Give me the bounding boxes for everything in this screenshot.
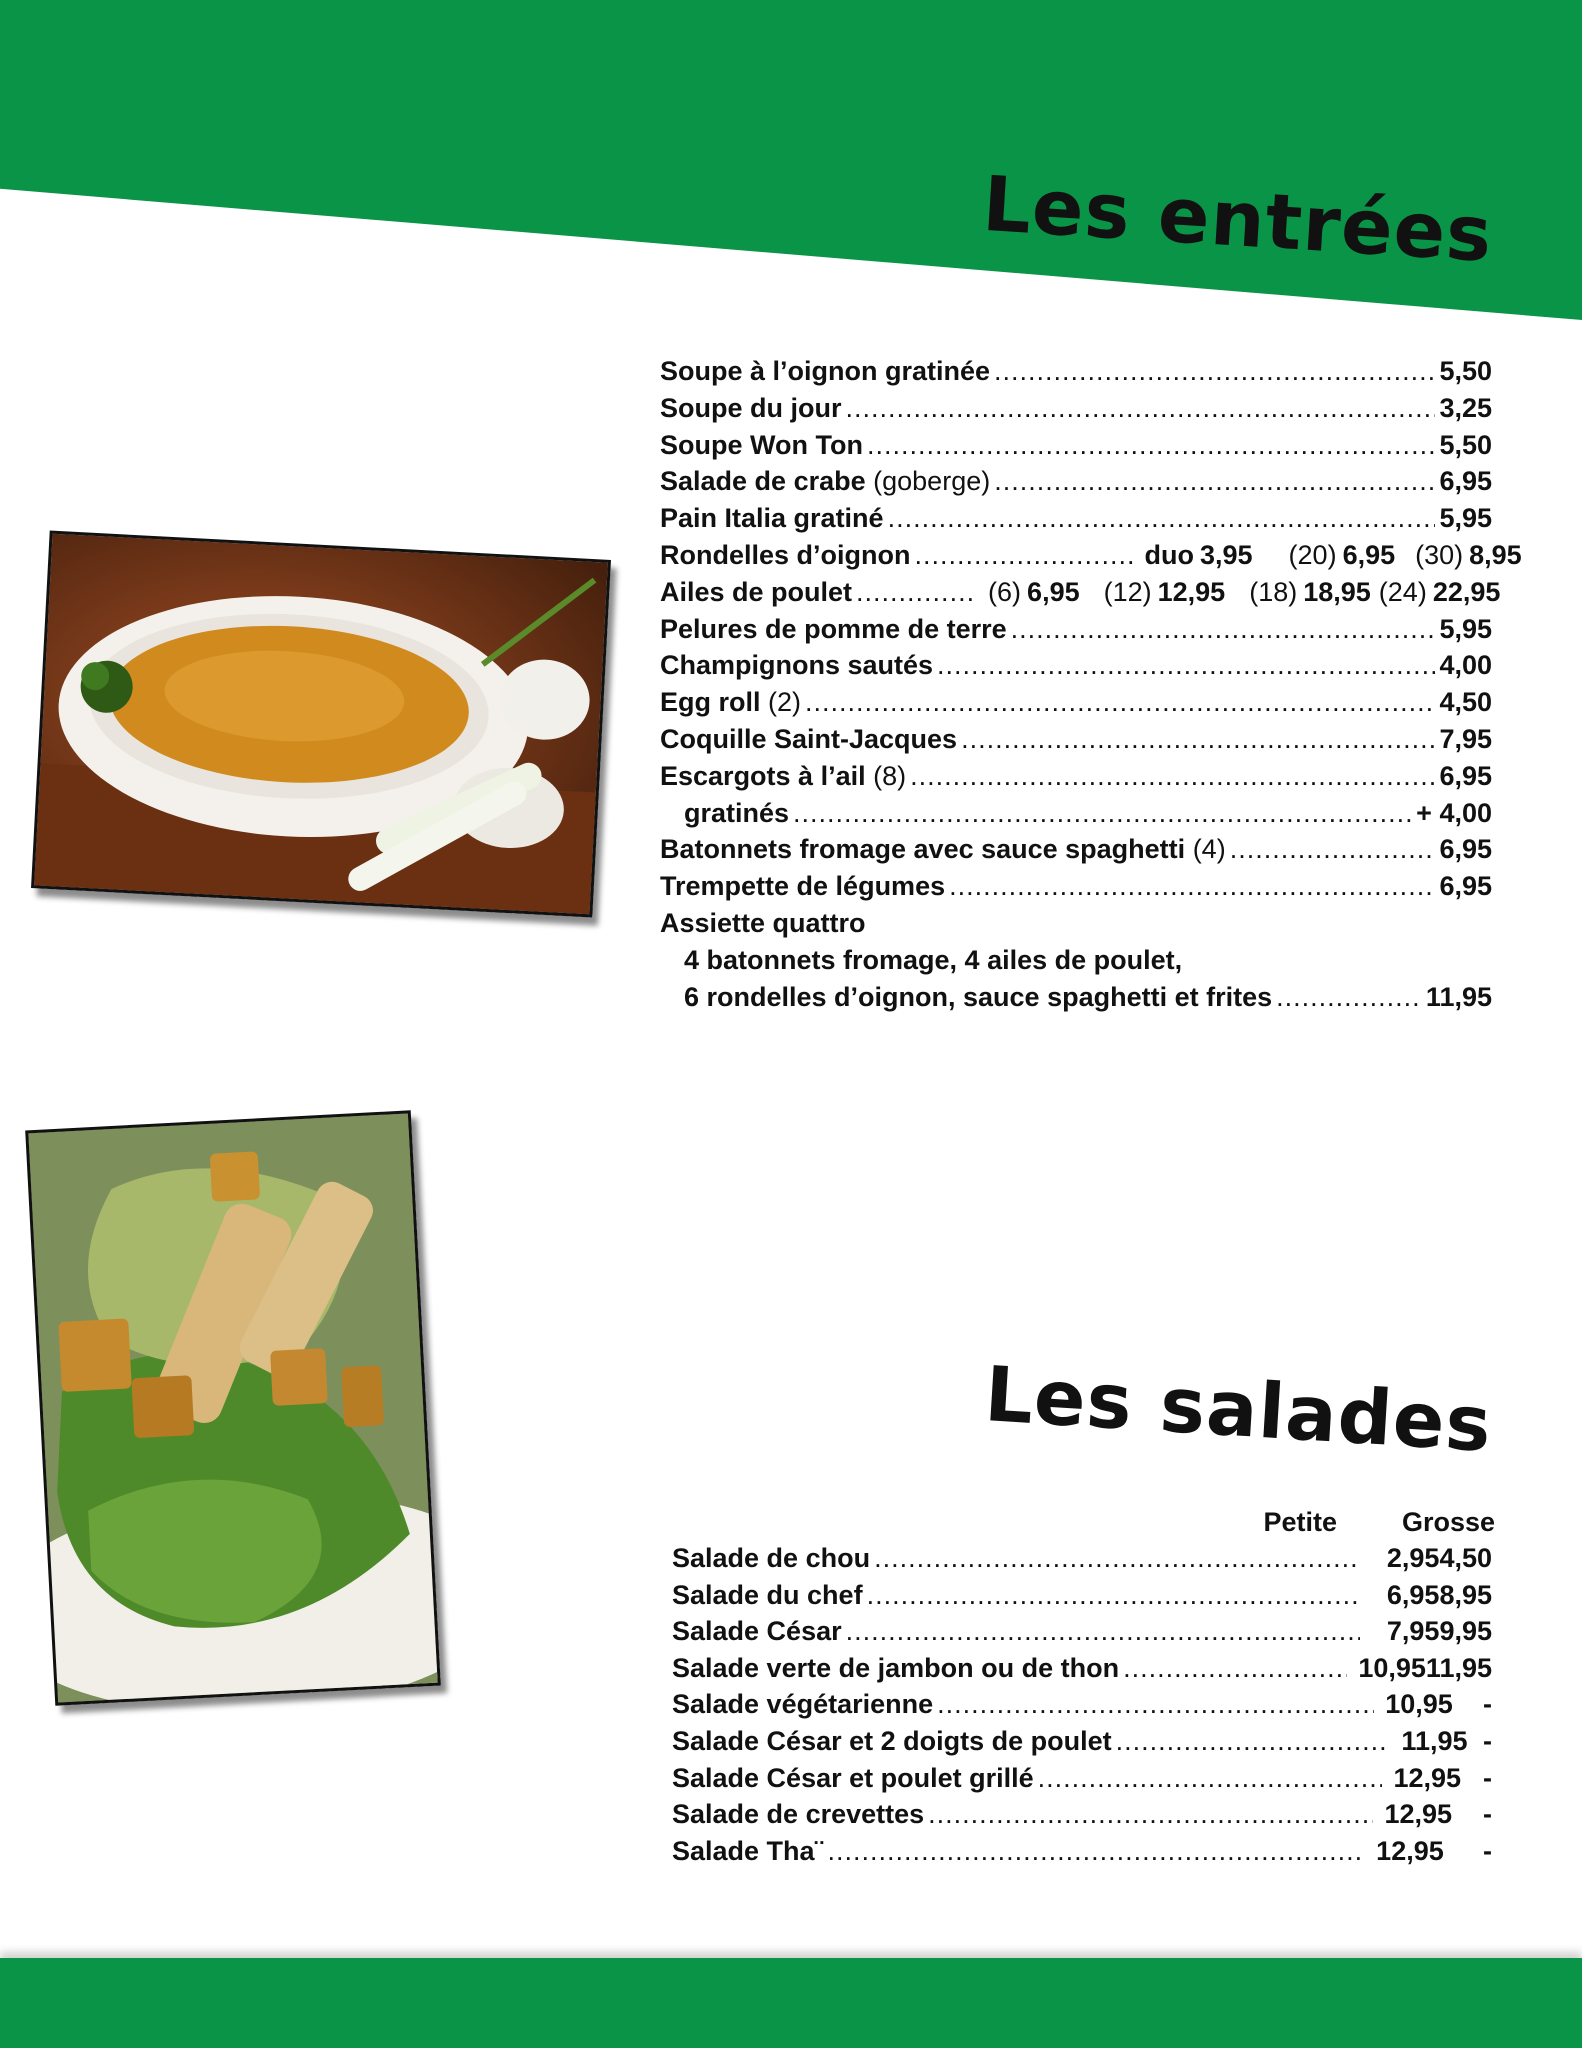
menu-item-rondelles — [660, 539, 1522, 577]
leader-dots — [793, 798, 1412, 829]
item-name-text: Escargots à l’ail — [660, 760, 866, 791]
bottom-green-band — [0, 1958, 1582, 2048]
price-grosse: - — [1483, 1799, 1492, 1830]
salad-row — [672, 1726, 1492, 1763]
column-header-grosse: Grosse — [1402, 1507, 1496, 1537]
qty-price: 12,95 — [1157, 576, 1226, 607]
item-name: Salade végétarienne — [672, 1689, 934, 1720]
item-note: (4) — [1192, 834, 1226, 865]
duo-label: duo — [1144, 539, 1194, 570]
menu-item — [660, 614, 1492, 651]
qty-label: (18) — [1249, 576, 1298, 607]
qty-price: 22,95 — [1432, 576, 1501, 607]
leader-dots — [928, 1799, 1373, 1830]
menu-item — [660, 503, 1492, 540]
item-name: Salade César et 2 doigts de poulet — [672, 1725, 1112, 1756]
price-petite: 10,95 — [1385, 1689, 1453, 1720]
leader-dots — [856, 577, 974, 608]
qty-label: (30) — [1415, 539, 1464, 570]
item-name: Salade du chef — [672, 1579, 863, 1610]
quattro-description — [660, 945, 1492, 982]
leader-dots — [1123, 1653, 1347, 1684]
quattro-description — [660, 982, 1492, 1019]
rondelles-prices — [1139, 540, 1522, 571]
price-petite: 2,95 — [1386, 1543, 1440, 1573]
price-grosse: 8,95 — [1439, 1579, 1492, 1610]
menu-item — [660, 834, 1492, 871]
item-name: Pain Italia gratiné — [660, 503, 884, 534]
item-note: (2) — [768, 687, 802, 718]
item-name: Coquille Saint-Jacques — [660, 723, 958, 754]
item-name: Ailes de poulet — [660, 576, 853, 607]
leader-dots — [994, 466, 1435, 497]
leader-dots — [937, 650, 1435, 681]
qty-price: 6,95 — [1342, 539, 1396, 570]
soup-illustration — [34, 534, 608, 915]
price-petite: 11,95 — [1401, 1725, 1468, 1756]
leader-dots — [961, 724, 1435, 755]
item-name — [660, 466, 990, 497]
item-price: 6,95 — [1439, 466, 1492, 497]
leader-dots — [1038, 1763, 1382, 1794]
price-petite: 7,95 — [1386, 1616, 1440, 1647]
item-price: 3,25 — [1439, 392, 1492, 423]
salad-row — [672, 1799, 1492, 1836]
price-grosse: 4,50 — [1439, 1543, 1492, 1573]
item-name — [660, 687, 801, 718]
item-name — [660, 761, 906, 792]
salad-row — [672, 1580, 1492, 1617]
soup-photo — [31, 531, 611, 918]
item-name: Salade César et poulet grillé — [672, 1762, 1034, 1793]
item-name: Salade Tha¨ — [672, 1835, 824, 1866]
item-price: 7,95 — [1439, 723, 1492, 754]
menu-item-quattro — [660, 908, 1492, 945]
menu-item — [660, 724, 1492, 761]
menu-item — [660, 356, 1492, 393]
leader-dots — [805, 687, 1435, 718]
salad-row — [672, 1836, 1492, 1873]
price-grosse: - — [1483, 1835, 1492, 1866]
price-petite: 12,95 — [1384, 1799, 1453, 1830]
item-name: Soupe du jour — [660, 392, 842, 423]
item-name: Salade verte de jambon ou de thon — [672, 1652, 1120, 1683]
item-price: 5,95 — [1439, 613, 1492, 644]
leader-dots — [846, 1616, 1361, 1647]
leader-dots — [867, 430, 1435, 461]
salad-row — [672, 1689, 1492, 1726]
salades-title: Les salades — [982, 1349, 1495, 1469]
leader-dots — [874, 1543, 1360, 1574]
item-price: 5,50 — [1439, 429, 1492, 460]
item-name: Soupe à l’oignon gratinée — [660, 356, 991, 386]
item-name-text: Egg roll — [660, 687, 761, 718]
menu-item — [660, 466, 1492, 503]
salad-photo — [25, 1110, 441, 1705]
item-name: gratinés — [684, 797, 790, 828]
menu-item — [660, 393, 1492, 430]
menu-item — [660, 430, 1492, 467]
item-note: (8) — [873, 760, 907, 791]
item-name: Trempette de légumes — [660, 871, 946, 902]
item-name: Soupe Won Ton — [660, 429, 863, 460]
entrees-menu — [660, 356, 1522, 1018]
item-name: Pelures de pomme de terre — [660, 613, 1007, 644]
leader-dots — [828, 1836, 1365, 1867]
price-grosse: 11,95 — [1425, 1652, 1492, 1683]
salad-row — [672, 1543, 1492, 1580]
leader-dots — [1276, 982, 1422, 1013]
menu-item-ailes — [660, 576, 1501, 614]
menu-item-option — [660, 798, 1492, 835]
leader-dots — [867, 1580, 1361, 1611]
salades-header — [672, 1507, 1496, 1543]
item-name: Rondelles d’oignon — [660, 539, 911, 570]
qty-label: (24) — [1378, 576, 1427, 607]
qty-price: 6,95 — [1027, 576, 1080, 607]
item-note: (goberge) — [873, 466, 991, 497]
menu-item — [660, 687, 1492, 724]
entrees-title: Les entrées — [979, 158, 1495, 279]
price-grosse: - — [1483, 1762, 1492, 1793]
leader-dots — [937, 1689, 1374, 1720]
item-price: 5,50 — [1439, 356, 1492, 386]
item-price: 6,95 — [1439, 760, 1492, 791]
item-name — [660, 834, 1226, 865]
price-petite: 12,95 — [1376, 1835, 1444, 1866]
salad-illustration — [28, 1113, 437, 1702]
leader-dots — [1011, 614, 1436, 645]
qty-price: 18,95 — [1303, 576, 1371, 607]
leader-dots — [1230, 834, 1436, 865]
item-price: 6,95 — [1439, 871, 1492, 902]
price-grosse: - — [1483, 1689, 1492, 1720]
item-price: 4,50 — [1439, 687, 1492, 718]
price-petite: 6,95 — [1386, 1579, 1440, 1610]
item-name: Assiette quattro — [660, 907, 866, 938]
price-grosse: 9,95 — [1439, 1616, 1492, 1647]
item-price: 4,00 — [1439, 650, 1492, 681]
menu-item — [660, 650, 1492, 687]
leader-dots — [1116, 1726, 1389, 1757]
duo-price: 3,95 — [1199, 539, 1253, 570]
menu-item — [660, 761, 1492, 798]
price-petite: 12,95 — [1393, 1762, 1462, 1793]
leader-dots — [888, 503, 1436, 534]
column-header-petite: Petite — [1263, 1507, 1337, 1537]
item-name-text: Salade de crabe — [660, 466, 866, 497]
salad-row — [672, 1763, 1492, 1800]
item-price: 6,95 — [1439, 834, 1492, 865]
leader-dots — [949, 871, 1435, 902]
item-price: 11,95 — [1425, 981, 1492, 1012]
item-name: Salade César — [672, 1616, 842, 1647]
leader-dots — [846, 393, 1436, 424]
item-description: 6 rondelles d’oignon, sauce spaghetti et frites — [684, 981, 1273, 1012]
item-price: + 4,00 — [1416, 797, 1492, 828]
qty-label: (12) — [1103, 576, 1152, 607]
item-price: 5,95 — [1439, 503, 1492, 534]
ailes-prices — [978, 577, 1500, 608]
salad-row — [672, 1653, 1492, 1690]
salades-menu — [672, 1507, 1496, 1872]
qty-price: 8,95 — [1469, 539, 1522, 570]
item-name: Salade de chou — [672, 1543, 871, 1573]
item-name: Salade de crevettes — [672, 1799, 925, 1830]
item-name: Champignons sautés — [660, 650, 934, 681]
qty-label: (6) — [988, 576, 1022, 607]
top-green-band — [0, 0, 1582, 320]
leader-dots — [915, 540, 1135, 571]
leader-dots — [994, 356, 1435, 387]
menu-item — [660, 871, 1492, 908]
price-petite: 10,95 — [1358, 1652, 1426, 1683]
item-description: 4 batonnets fromage, 4 ailes de poulet, — [684, 944, 1183, 975]
leader-dots — [910, 761, 1435, 792]
salad-row — [672, 1616, 1492, 1653]
qty-label: (20) — [1288, 539, 1337, 570]
price-grosse: - — [1483, 1725, 1492, 1756]
item-name-text: Batonnets fromage avec sauce spaghetti — [660, 834, 1186, 865]
